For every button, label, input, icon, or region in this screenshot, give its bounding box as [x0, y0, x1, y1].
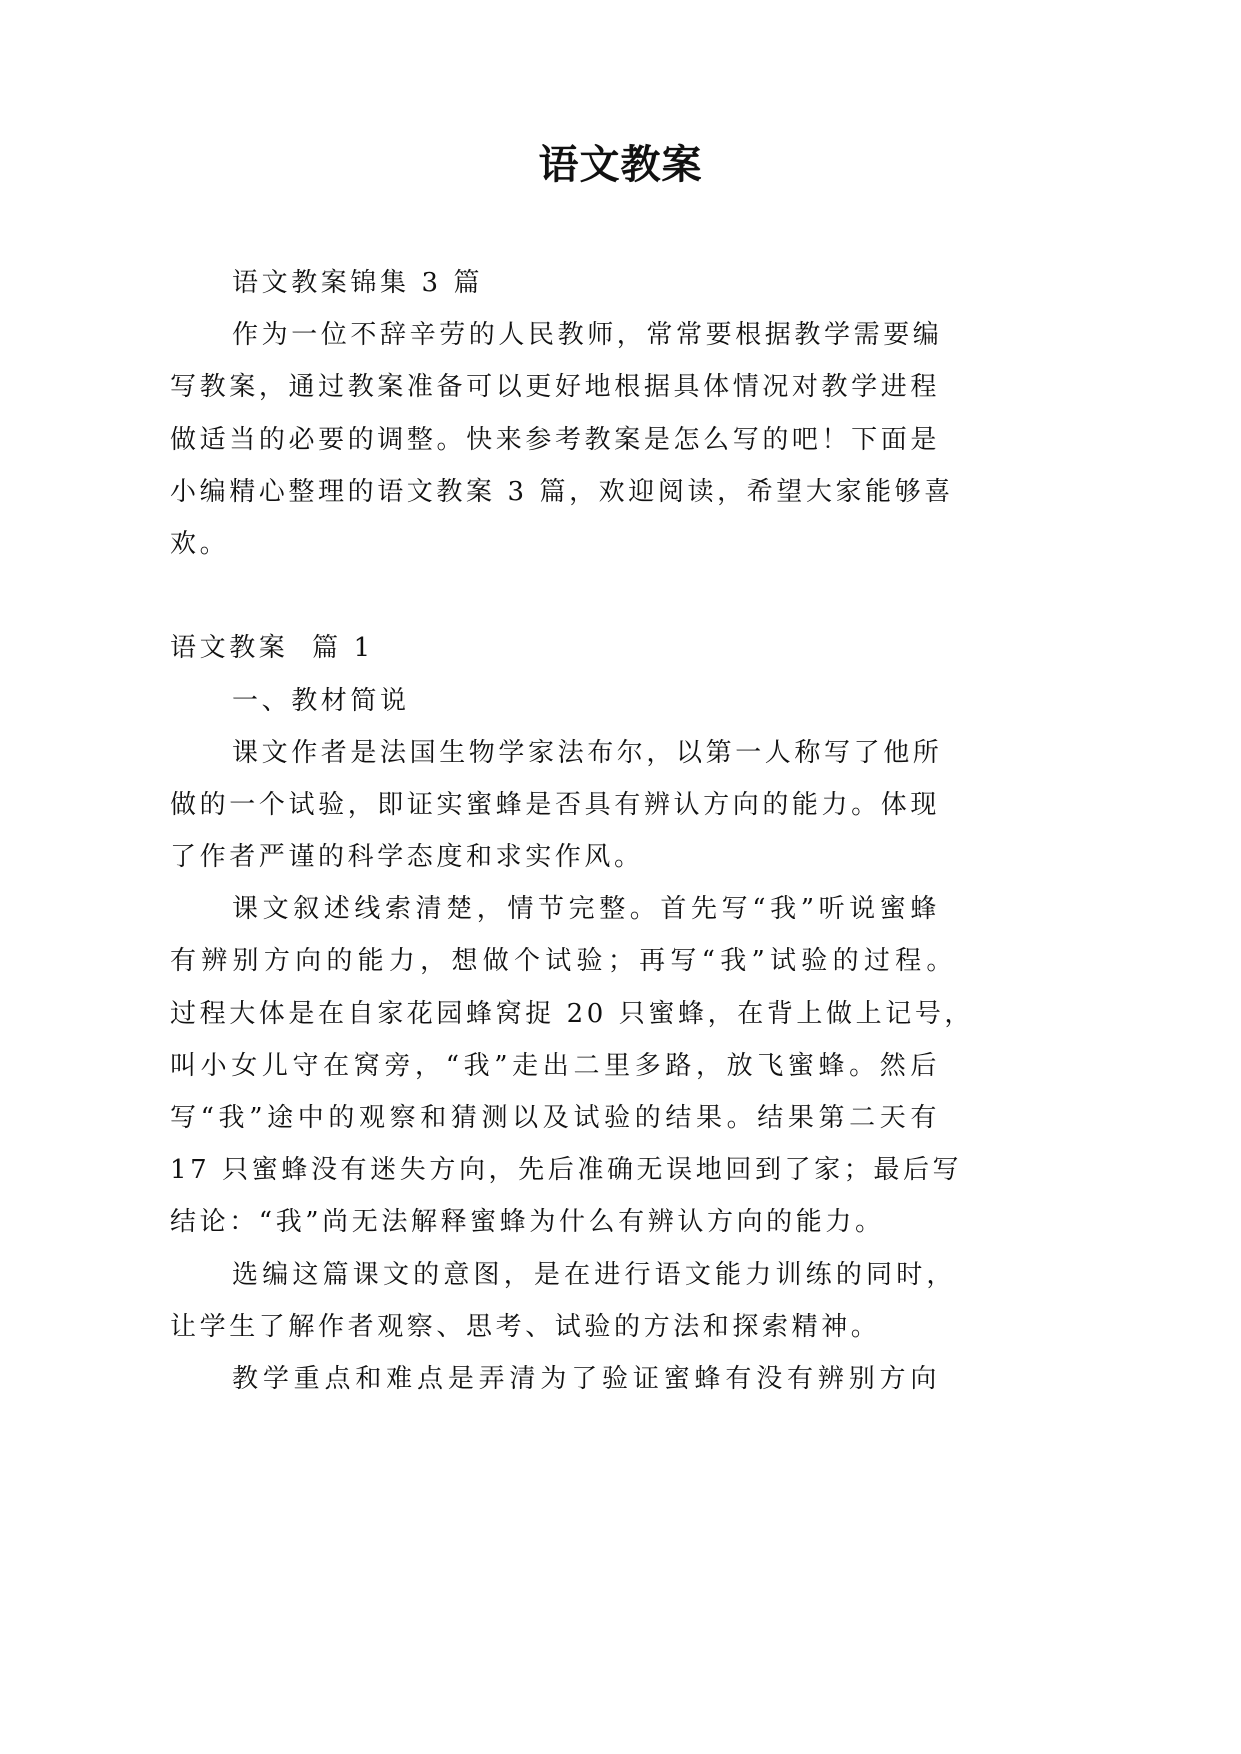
- body-line: 让学生了解作者观察、思考、试验的方法和探索精神。: [170, 1311, 881, 1342]
- intro-line: 小编精心整理的语文教案 3 篇，欢迎阅读，希望大家能够喜: [170, 476, 954, 507]
- body-line: 有辨别方向的能力，想做个试验；再写“我”试验的过程。: [170, 946, 956, 977]
- body-line: 结论：“我”尚无法解释蜜蜂为什么有辨认方向的能力。: [170, 1207, 885, 1238]
- intro-line: 写教案，通过教案准备可以更好地根据具体情况对教学进程: [170, 372, 940, 403]
- intro-line: 做适当的必要的调整。快来参考教案是怎么写的吧！下面是: [170, 424, 940, 455]
- body-line: 17 只蜜蜂没有迷失方向，先后准确无误地回到了家；最后写: [170, 1155, 963, 1186]
- body-line: 过程大体是在自家花园蜂窝捉 20 只蜜蜂，在背上做上记号，: [170, 998, 975, 1029]
- body-paragraph: [170, 1353, 940, 1405]
- lesson-section-1: [170, 622, 975, 1405]
- document-body: [170, 257, 975, 1405]
- body-line: 课文作者是法国生物学家法布尔，以第一人称写了他所: [232, 737, 943, 768]
- body-line: 选编这篇课文的意图，是在进行语文能力训练的同时，: [232, 1259, 956, 1290]
- body-line: 教学重点和难点是弄清为了验证蜜蜂有没有辨别方向: [232, 1363, 940, 1394]
- subsection-heading: 一、教材简说: [232, 685, 410, 716]
- paragraph-spacer: [170, 570, 940, 622]
- body-line: 写“我”途中的观察和猜测以及试验的结果。结果第二天有: [170, 1103, 940, 1133]
- body-paragraph: [170, 1249, 956, 1353]
- body-line: 了作者严谨的科学态度和求实作风。: [170, 842, 644, 873]
- intro-line: 作为一位不辞辛劳的人民教师，常常要根据教学需要编: [232, 320, 943, 351]
- collection-title: 语文教案锦集 3 篇: [232, 268, 484, 298]
- document-title: 语文教案: [538, 141, 703, 188]
- body-line: 叫小女儿守在窝旁，“我”走出二里多路，放飞蜜蜂。然后: [170, 1050, 940, 1081]
- section-heading: 语文教案 篇 1: [170, 633, 374, 664]
- intro-section: [170, 257, 954, 570]
- body-paragraph: [170, 727, 943, 884]
- body-line: 课文叙述线索清楚，情节完整。首先写“我”听说蜜蜂: [232, 894, 940, 925]
- body-line: 做的一个试验，即证实蜜蜂是否具有辨认方向的能力。体现: [170, 789, 940, 820]
- intro-line: 欢。: [170, 528, 230, 559]
- body-paragraph: [170, 883, 975, 1248]
